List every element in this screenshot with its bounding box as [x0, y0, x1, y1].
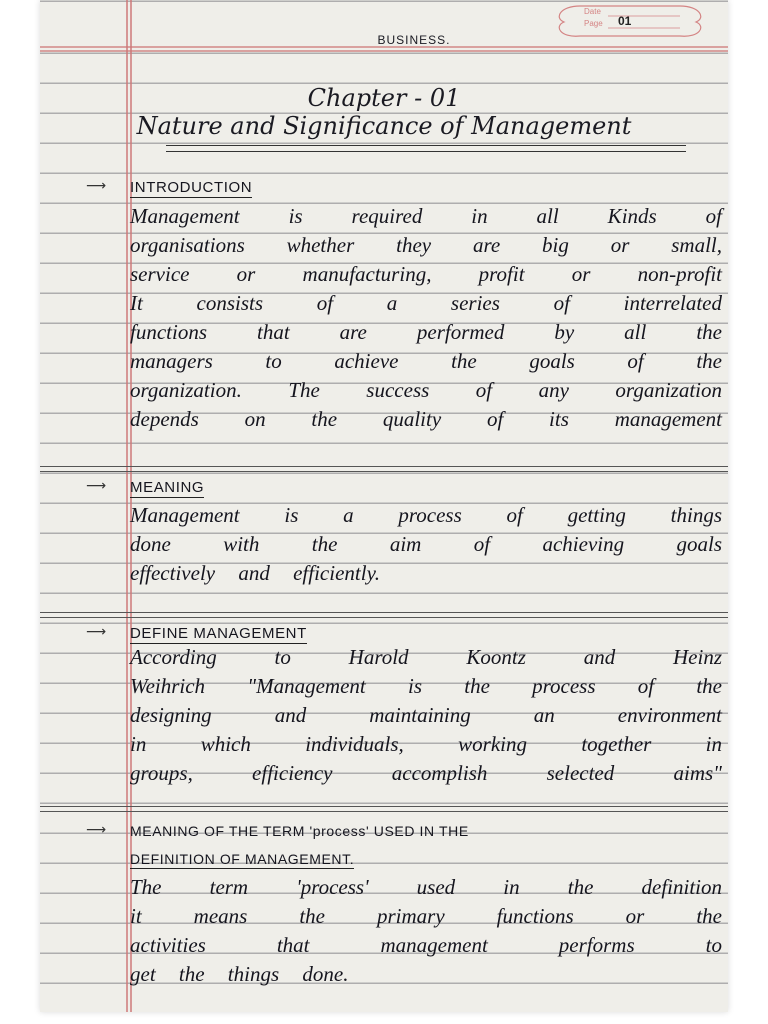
- chapter-number: Chapter - 01: [307, 84, 461, 112]
- margin-line: [126, 0, 128, 1012]
- text-line: Management is a process of getting things: [130, 503, 722, 527]
- title-underline: [166, 145, 686, 152]
- text-line: Management is required in all Kinds of: [130, 204, 722, 228]
- text-line: it means the primary functions or the: [130, 904, 722, 928]
- text-line: designing and maintaining an environment: [130, 703, 722, 727]
- text-line: done with the aim of achieving goals: [130, 532, 722, 556]
- subject-heading: [40, 33, 728, 47]
- text-line: effectively and efficiently.: [130, 561, 380, 585]
- subject-text: BUSINESS.: [377, 33, 451, 47]
- date-label: Date: [584, 7, 601, 16]
- text-line: The term 'process' used in the definition: [130, 875, 722, 899]
- arrow-icon: ⟶: [86, 178, 107, 194]
- section-divider: [40, 466, 728, 472]
- page-label: Page: [584, 19, 603, 28]
- text-line: get the things done.: [130, 962, 349, 986]
- header-rule: [40, 50, 728, 52]
- arrow-icon: ⟶: [86, 624, 107, 640]
- text-line: service or manufacturing, profit or non-profit: [130, 262, 722, 286]
- page-number: 01: [618, 14, 632, 28]
- notebook-page: [40, 0, 728, 1012]
- section-heading-meaning-of-process: MEANING OF THE TERM 'process' USED IN THE: [130, 823, 469, 839]
- section-divider: [40, 612, 728, 618]
- text-line: organisations whether they are big or small,: [130, 233, 722, 257]
- section-heading-continuation: DEFINITION OF MANAGEMENT.: [130, 851, 355, 867]
- text-line: According to Harold Koontz and Heinz: [130, 645, 722, 669]
- arrow-icon: ⟶: [86, 822, 107, 838]
- text-line: functions that are performed by all the: [130, 320, 722, 344]
- chapter-title: Nature and Significance of Management: [136, 112, 632, 140]
- text-line: in which individuals, working together in: [130, 732, 722, 756]
- text-line: Weihrich "Management is the process of the: [130, 674, 722, 698]
- section-heading-define-management: DEFINE MANAGEMENT: [130, 625, 307, 642]
- text-line: depends on the quality of its management: [130, 407, 722, 431]
- text-line: It consists of a series of interrelated: [130, 291, 722, 315]
- section-divider: [40, 806, 728, 812]
- text-line: activities that management performs to: [130, 933, 722, 957]
- text-line: organization. The success of any organization: [130, 378, 722, 402]
- text-line: groups, efficiency accomplish selected aims": [130, 761, 722, 785]
- arrow-icon: ⟶: [86, 478, 107, 494]
- section-heading-meaning: MEANING: [130, 479, 205, 496]
- text-line: managers to achieve the goals of the: [130, 349, 722, 373]
- section-heading-introduction: INTRODUCTION: [130, 179, 253, 196]
